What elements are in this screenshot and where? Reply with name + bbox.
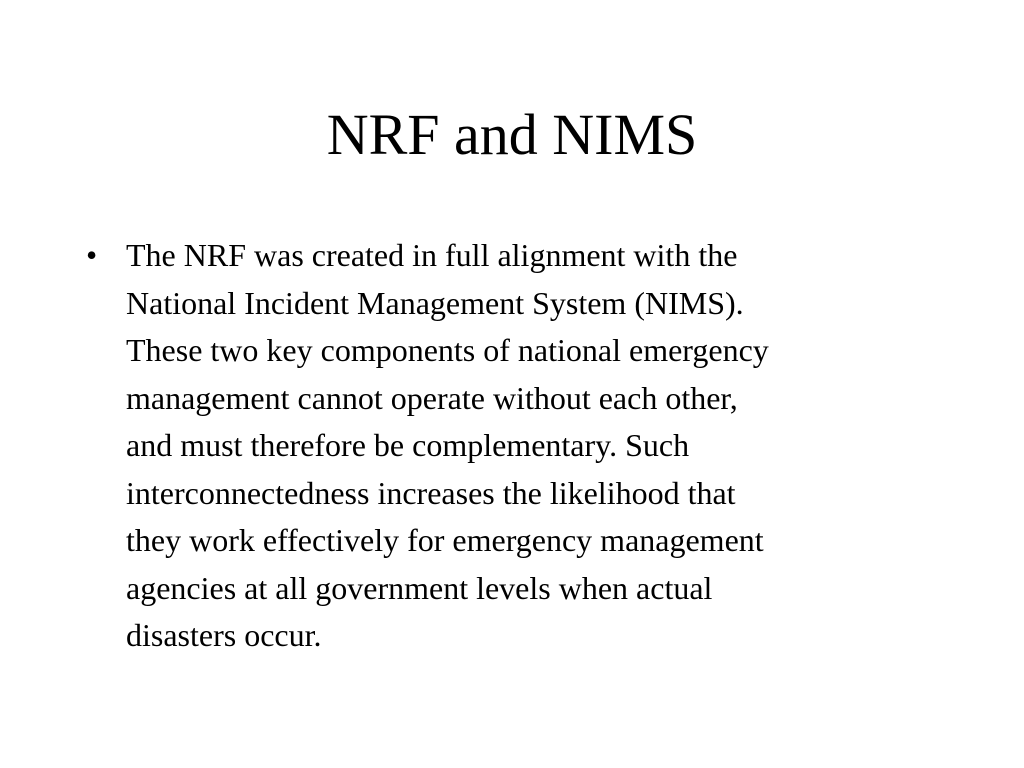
bullet-text-line: The NRF was created in full alignment with the bbox=[126, 237, 738, 273]
bullet-text-line: National Incident Management System (NIMS). bbox=[126, 284, 744, 321]
bullet-marker: • bbox=[86, 237, 98, 273]
bullet-text-line: and must therefore be complementary. Such bbox=[126, 427, 690, 463]
bullet-list bbox=[86, 232, 946, 660]
bullet-text bbox=[126, 232, 946, 660]
bullet-text-line: management cannot operate without each other, bbox=[126, 379, 738, 416]
bullet-text-line: These two key components of national emergency bbox=[126, 332, 769, 368]
bullet-text-line: agencies at all government levels when actual bbox=[126, 569, 713, 606]
bullet-text-line: disasters occur. bbox=[126, 617, 322, 653]
bullet-text-line: they work effectively for emergency management bbox=[126, 522, 764, 558]
slide-title: NRF and NIMS bbox=[326, 102, 698, 167]
bullet-text-line: interconnectedness increases the likelihood that bbox=[126, 474, 736, 511]
bullet-item bbox=[86, 232, 946, 660]
